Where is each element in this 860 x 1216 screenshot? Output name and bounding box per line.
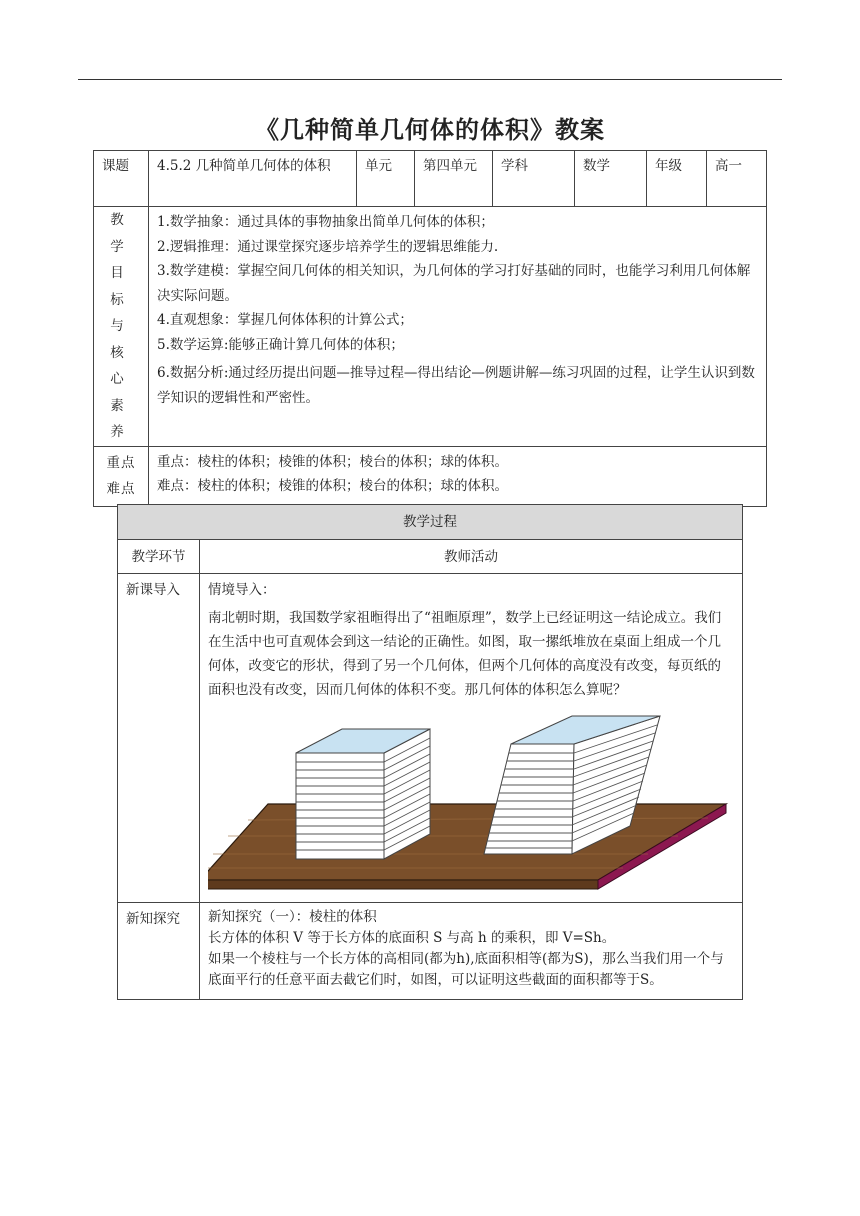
lesson-label: 课题 [94,151,149,207]
table-front [208,880,598,889]
goal-item: 4.直观想象：掌握几何体体积的计算公式； [157,312,413,328]
left-stack-front [296,753,384,859]
key-point: 重点：棱柱的体积；棱锥的体积；棱台的体积；球的体积。 [157,453,508,470]
goal-item: 2.逻辑推理：通过课堂探究逐步培养学生的逻辑思维能力. [157,238,499,255]
process-table [117,504,743,1000]
difficult-point: 难点：棱柱的体积；棱锥的体积；棱台的体积；球的体积。 [157,477,508,494]
paper-stack-illustration [208,708,733,898]
explore-stage: 新知探究 [118,903,200,1000]
page-title: 《几种简单几何体的体积》教案 [255,115,605,144]
intro-content [200,574,743,903]
lesson-info-table [93,150,767,507]
explore-content [200,903,743,1000]
intro-stage: 新课导入 [118,574,200,903]
intro-text: 南北朝时期，我国数学家祖暅得出了“祖暅原理”，数学上已经证明这一结论成立。我们在生活中也可直观体会到这一结论的正确性。如图，取一摞纸堆放在桌面上组成一个几何体，改变它的形状，得到了另一个几何体，但两个几何体的高度没有改变，每页纸的面积也没有改变，因而几何体的体积不变。那几何体的体积怎么算呢？ [208,610,722,698]
grade-label: 年级 [647,151,707,207]
explore-line2: 如果一个棱柱与一个长方体的高相同(都为h),底面积相等(都为S)，那么当我们用一个与底面平行的任意平面去截它们时，如图，可以证明这些截面的面积都等于S。 [208,951,724,988]
lesson-value: 4.5.2 几种简单几何体的体积 [149,151,357,207]
goal-item: 6.数据分析:通过经历提出问题—推导过程—得出结论—例题讲解—练习巩固的过程，让学生认识到数学知识的逻辑性和严密性。 [157,365,755,406]
explore-heading: 新知探究（一）：棱柱的体积 [208,909,377,925]
explore-line1: 长方体的体积 V 等于长方体的底面积 S 与高 h 的乘积，即 V=Sh。 [208,930,616,946]
goal-item: 3.数学建模：掌握空间几何体的相关知识，为几何体的学习打好基础的同时，也能学习利用几何体解决实际问题。 [157,263,751,304]
col-activity: 教师活动 [200,540,743,574]
process-header: 教学过程 [118,505,743,540]
keypoints-content [149,446,767,506]
col-stage: 教学环节 [118,540,200,574]
subject-value: 数学 [575,151,647,207]
table-top [208,804,726,880]
header-rule [78,79,782,80]
unit-value: 第四单元 [415,151,493,207]
goals-label-cell [94,207,149,447]
goals-label: 教学目标与核心素养 [110,212,132,440]
goal-item: 5.数学运算:能够正确计算几何体的体积； [157,336,404,353]
unit-label: 单元 [357,151,415,207]
subject-label: 学科 [493,151,575,207]
goals-content [149,207,767,447]
right-stack-front [484,744,574,854]
keypoints-label: 重点难点 [106,454,136,497]
intro-heading: 情境导入： [208,582,276,598]
grade-value: 高一 [707,151,767,207]
goal-item: 1.数学抽象：通过具体的事物抽象出简单几何体的体积； [157,214,494,230]
keypoints-label-cell [94,446,149,506]
